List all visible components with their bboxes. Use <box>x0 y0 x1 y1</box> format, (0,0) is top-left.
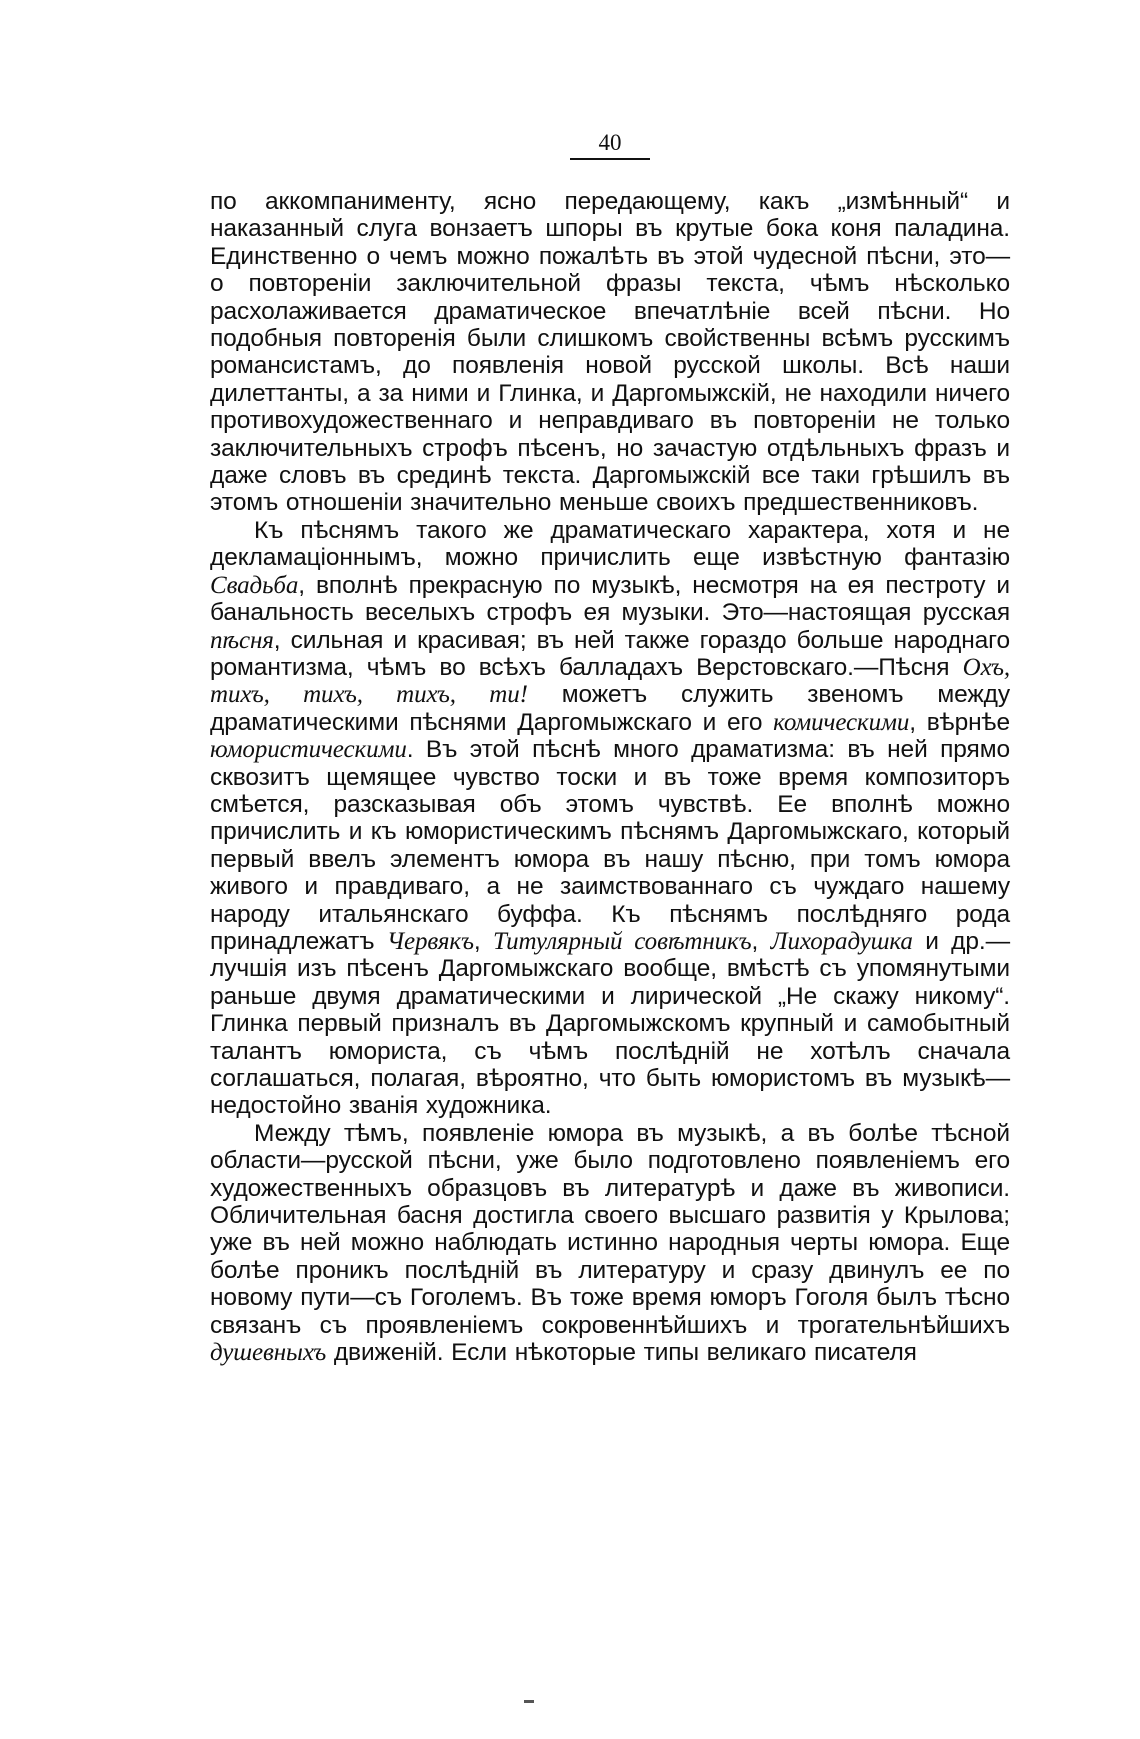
italic-text: комическими <box>773 708 910 736</box>
text-run: и др.—лучшiя изъ пѣсенъ Даргомыжскаго вообще, вмѣстѣ съ упомянутыми раньше двумя драматическими и лирической „Не скажу никому“. Глинка первый призналъ въ Даргомыжскомъ крупный и самобытный талантъ юмориста, съ чѣмъ послѣднiй не хотѣлъ сначала соглашаться, полагая, вѣроятно, что быть юмористомъ въ музыкѣ—недостойно званiя художника. <box>210 927 1011 1120</box>
print-smudge <box>524 1700 534 1703</box>
italic-text: юмористическими <box>210 736 407 764</box>
text-run: можетъ служить звеномъ между драматическими пѣснями Даргомыжскаго и его <box>210 681 1010 736</box>
body-text <box>210 188 1010 1366</box>
text-run: , вѣрнѣе <box>909 708 1010 736</box>
text-run: , сильная и красивая; въ ней также гораздо больше народнаго романтизма, чѣмъ во всѣхъ балладахъ Верстовскаго.—Пѣсня <box>210 626 1010 681</box>
text-run: Къ пѣснямъ такого же драматическаго характера, хотя и не декламацiоннымъ, можно причислить еще извѣстную фантазiю <box>210 516 1010 572</box>
book-page <box>210 130 1010 1366</box>
page-number: 40 <box>570 130 650 160</box>
text-run: по аккомпанименту, ясно передающему, какъ „измѣнный“ и наказанный слуга вонзаетъ шпоры въ крутые бока коня паладина. Единственно о чемъ можно пожалѣть въ этой чудесной пѣсни, это—о повторенiи заключительной фразы текста, чѣмъ нѣсколько расхолаживается драматическое впечатлѣнiе всей пѣсни. Но подобныя повторенiя были слишкомъ свойственны всѣмъ русскимъ романсистамъ, до появленiя новой русской школы. Всѣ наши дилеттанты, а за ними и Глинка, и Даргомыжскiй, не находили ничего противохудожественнаго и неправдиваго въ повторенiи не только заключительныхъ строфъ пѣсенъ, но зачастую отдѣльныхъ фразъ и даже словъ въ срединѣ текста. Даргомыжскiй все таки грѣшилъ въ этомъ отношенiи значительно меньше своихъ предшественниковъ. <box>210 188 1010 517</box>
paragraph <box>210 1120 1010 1367</box>
text-run: движенiй. Если нѣкоторые типы великаго писателя <box>326 1339 917 1367</box>
italic-text: пѣсня <box>210 626 274 654</box>
paragraph <box>210 517 1010 1120</box>
text-run: , <box>473 927 493 955</box>
italic-text: Охъ, тихъ, тихъ, тихъ, ти! <box>210 653 1010 709</box>
italic-text: Свадьба <box>210 571 299 599</box>
paragraph <box>210 188 1010 517</box>
italic-text: душевныхъ <box>210 1339 327 1367</box>
italic-text: Титулярный совѣтникъ <box>492 927 752 955</box>
italic-text: Червякъ <box>386 927 474 955</box>
text-run: . Въ этой пѣснѣ много драматизма: въ ней прямо сквозитъ щемящее чувство тоски и въ тоже время композиторъ смѣется, разсказывая объ этомъ чувствѣ. Ее вполнѣ можно причислить и къ юмористическимъ пѣснямъ Даргомыжскаго, который первый ввелъ элементъ юмора въ нашу пѣсню, при томъ юмора живого и правдиваго, а не заимствованнаго съ чуждаго нашему народу итальянскаго буффа. Къ пѣснямъ послѣдняго рода принадлежатъ <box>210 736 1010 955</box>
text-run: , вполнѣ прекрасную по музыкѣ, несмотря на ея пестроту и банальность веселыхъ строфъ ея музыки. Это—настоящая русская <box>210 571 1010 627</box>
italic-text: Лихорадушка <box>770 927 913 955</box>
text-run: , <box>751 927 771 955</box>
text-run: Между тѣмъ, появленiе юмора въ музыкѣ, а въ болѣе тѣсной области—русской пѣсни, уже было подготовлено появленiемъ его художественныхъ образцовъ въ литературѣ и даже въ живописи. Обличительная басня достигла своего высшаго развитiя у Крылова; уже въ ней можно наблюдать истинно народныя черты юмора. Еще болѣе проникъ послѣднiй въ литературу и сразу двинулъ ее по новому пути—съ Гоголемъ. Въ тоже время юморъ Гоголя былъ тѣсно связанъ съ проявленiемъ сокровеннѣйшихъ и трогательнѣйшихъ <box>210 1119 1010 1339</box>
